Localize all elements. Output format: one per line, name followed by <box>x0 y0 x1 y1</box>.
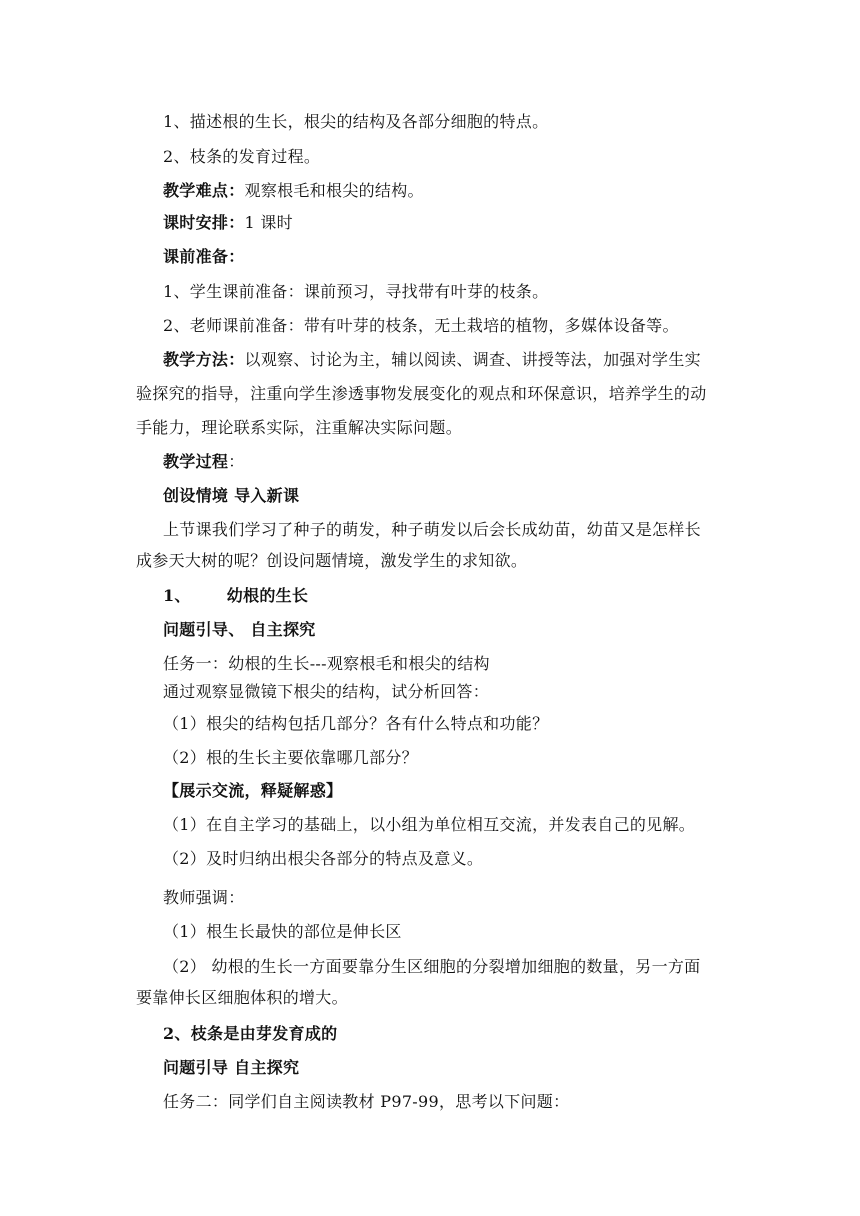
exchange-item-1: （1）在自主学习的基础上，以小组为单位相互交流，并发表自己的见解。 <box>163 815 696 834</box>
question-2: （2）根的生长主要依靠哪几部分？ <box>163 748 418 767</box>
schedule-label: 课时安排： <box>163 213 245 232</box>
intro-paragraph-2: 成参天大树的呢？创设问题情境，激发学生的求知欲。 <box>136 551 528 570</box>
difficulty-line <box>163 181 424 201</box>
difficulty-label: 教学难点： <box>163 181 245 200</box>
guidance-heading-2: 问题引导 自主探究 <box>163 1058 300 1077</box>
guidance-heading-1: 问题引导、 自主探究 <box>163 620 316 639</box>
section-1-number: 1、 <box>163 586 191 605</box>
task-1-instruction: 通过观察显微镜下根尖的结构，试分析回答： <box>163 682 490 701</box>
intro-heading: 创设情境 导入新课 <box>163 486 300 505</box>
section-1-title: 幼根的生长 <box>226 586 309 605</box>
method-continued-1: 验探究的指导，注重向学生渗透事物发展变化的观点和环保意识，培养学生的动 <box>136 384 707 403</box>
question-1: （1）根尖的结构包括几部分？各有什么特点和功能？ <box>163 714 549 733</box>
section-2-heading: 2、枝条是由芽发育成的 <box>163 1024 338 1043</box>
objective-1: 1、描述根的生长，根尖的结构及各部分细胞的特点。 <box>163 112 549 131</box>
student-preparation: 1、学生课前准备：课前预习，寻找带有叶芽的枝条。 <box>163 282 549 301</box>
task-2: 任务二：同学们自主阅读教材 P97-99，思考以下问题： <box>163 1092 570 1111</box>
schedule-line <box>163 213 293 233</box>
method-line <box>163 350 701 370</box>
teacher-preparation: 2、老师课前准备：带有叶芽的枝条，无土栽培的植物，多媒体设备等。 <box>163 316 679 335</box>
method-continued-2: 手能力，理论联系实际，注重解决实际问题。 <box>136 418 463 437</box>
emphasis-item-2: （2） 幼根的生长一方面要靠分生区细胞的分裂增加细胞的数量，另一方面 <box>163 957 701 976</box>
emphasis-item-2-continued: 要靠伸长区细胞体积的增大。 <box>136 988 348 1007</box>
method-label: 教学方法： <box>163 350 245 369</box>
section-1-heading <box>163 586 308 606</box>
exchange-item-2: （2）及时归纳出根尖各部分的特点及意义。 <box>163 849 484 868</box>
method-text: 以观察、讨论为主，辅以阅读、调查、讲授等法，加强对学生实 <box>244 350 701 369</box>
schedule-text: 1 课时 <box>244 213 293 232</box>
intro-paragraph-1: 上节课我们学习了种子的萌发，种子萌发以后会长成幼苗，幼苗又是怎样长 <box>163 520 701 539</box>
task-1: 任务一：幼根的生长---观察根毛和根尖的结构 <box>163 654 490 673</box>
emphasis-item-1: （1）根生长最快的部位是伸长区 <box>163 922 402 941</box>
exchange-heading: 【展示交流，释疑解惑】 <box>163 781 343 800</box>
difficulty-text: 观察根毛和根尖的结构。 <box>244 181 424 200</box>
process-heading <box>163 452 245 472</box>
preparation-heading: 课前准备： <box>163 247 245 266</box>
process-colon: ： <box>228 452 245 471</box>
objective-2: 2、枝条的发育过程。 <box>163 147 321 166</box>
teacher-emphasis-heading: 教师强调： <box>163 888 245 907</box>
process-label: 教学过程 <box>163 452 229 471</box>
